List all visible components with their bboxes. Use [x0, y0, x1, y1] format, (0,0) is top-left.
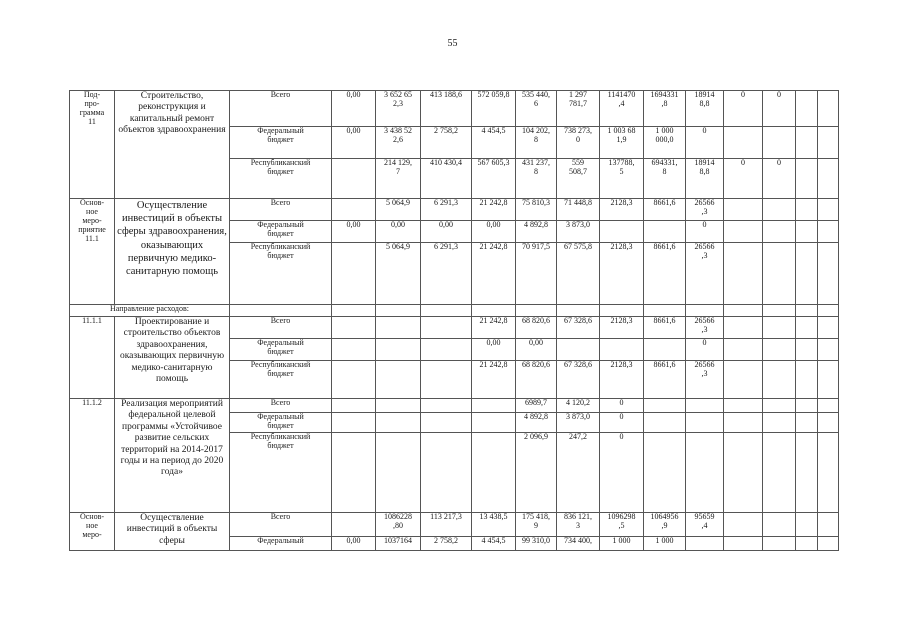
value-cell: 8661,6 [644, 317, 686, 339]
empty-cell [472, 305, 516, 317]
value-cell: 0,00 [332, 91, 376, 127]
value-cell [421, 433, 472, 513]
value-cell: 431 237, 8 [516, 159, 557, 199]
empty-cell [818, 305, 839, 317]
value-cell: 0,00 [472, 221, 516, 243]
empty-cell [557, 305, 600, 317]
value-cell [421, 339, 472, 361]
value-cell [796, 537, 818, 551]
value-cell: 3 873,0 [557, 221, 600, 243]
funding-source: Всего [230, 199, 332, 221]
value-cell [376, 317, 421, 339]
value-cell [763, 339, 796, 361]
value-cell: 26566 ,3 [686, 317, 724, 339]
value-cell: 572 059,8 [472, 91, 516, 127]
empty-cell [763, 305, 796, 317]
value-cell: 410 430,4 [421, 159, 472, 199]
value-cell [332, 399, 376, 413]
value-cell: 1064956 ,9 [644, 513, 686, 537]
value-cell [796, 433, 818, 513]
value-cell [796, 413, 818, 433]
value-cell: 1096298 ,5 [600, 513, 644, 537]
table-row [70, 91, 839, 127]
value-cell: 0,00 [421, 221, 472, 243]
value-cell: 2128,3 [600, 317, 644, 339]
value-cell: 836 121, 3 [557, 513, 600, 537]
value-cell: 3 873,0 [557, 413, 600, 433]
value-cell: 2 758,2 [421, 537, 472, 551]
funding-source: Всего [230, 91, 332, 127]
value-cell: 8661,6 [644, 243, 686, 305]
value-cell [796, 317, 818, 339]
funding-source: Республиканский бюджет [230, 243, 332, 305]
value-cell: 0 [600, 413, 644, 433]
value-cell [724, 399, 763, 413]
value-cell [818, 127, 839, 159]
value-cell [724, 513, 763, 537]
empty-cell [376, 305, 421, 317]
row-code: Основ- ное меро- приятие 11.1 [70, 199, 115, 305]
value-cell: 13 438,5 [472, 513, 516, 537]
value-cell [724, 199, 763, 221]
value-cell [763, 413, 796, 433]
funding-source: Федеральный [230, 537, 332, 551]
value-cell [332, 413, 376, 433]
value-cell [818, 243, 839, 305]
value-cell [796, 243, 818, 305]
row-code: 11.1.1 [70, 317, 115, 399]
funding-source: Всего [230, 399, 332, 413]
value-cell [332, 339, 376, 361]
value-cell [421, 399, 472, 413]
value-cell: 247,2 [557, 433, 600, 513]
value-cell [818, 91, 839, 127]
value-cell [724, 433, 763, 513]
value-cell [332, 243, 376, 305]
value-cell [763, 537, 796, 551]
value-cell [376, 413, 421, 433]
value-cell: 0,00 [332, 537, 376, 551]
value-cell: 214 129, 7 [376, 159, 421, 199]
value-cell [332, 199, 376, 221]
value-cell [724, 537, 763, 551]
value-cell [818, 537, 839, 551]
value-cell: 21 242,8 [472, 199, 516, 221]
value-cell: 1694331 ,8 [644, 91, 686, 127]
value-cell: 18914 8,8 [686, 91, 724, 127]
value-cell: 21 242,8 [472, 361, 516, 399]
value-cell: 137788, 5 [600, 159, 644, 199]
value-cell: 26566 ,3 [686, 199, 724, 221]
row-code: Под- про- грамма 11 [70, 91, 115, 199]
empty-cell [332, 305, 376, 317]
value-cell: 5 064,9 [376, 243, 421, 305]
direction-heading: Направление расходов: [70, 305, 230, 317]
value-cell: 1141470 ,4 [600, 91, 644, 127]
value-cell [686, 413, 724, 433]
value-cell: 8661,6 [644, 199, 686, 221]
value-cell [644, 433, 686, 513]
value-cell: 4 892,8 [516, 413, 557, 433]
value-cell [376, 361, 421, 399]
value-cell [818, 317, 839, 339]
value-cell [724, 413, 763, 433]
value-cell: 8661,6 [644, 361, 686, 399]
table-row [70, 513, 839, 537]
value-cell [818, 339, 839, 361]
value-cell: 2 758,2 [421, 127, 472, 159]
value-cell: 70 917,5 [516, 243, 557, 305]
value-cell: 2128,3 [600, 199, 644, 221]
value-cell: 0 [763, 91, 796, 127]
row-name: Реализация мероприятий федеральной целевой программы «Устойчивое развитие сельских территорий на 2014-2017 годы и на период до 2020 года» [115, 399, 230, 513]
value-cell [796, 127, 818, 159]
value-cell [724, 127, 763, 159]
value-cell [472, 413, 516, 433]
value-cell: 1 000 [600, 537, 644, 551]
empty-cell [600, 305, 644, 317]
value-cell [686, 399, 724, 413]
value-cell: 3 652 65 2,3 [376, 91, 421, 127]
funding-source: Федеральный бюджет [230, 339, 332, 361]
value-cell [644, 413, 686, 433]
value-cell: 559 508,7 [557, 159, 600, 199]
value-cell [818, 399, 839, 413]
value-cell: 21 242,8 [472, 243, 516, 305]
page-number: 55 [447, 38, 458, 49]
value-cell: 4 892,8 [516, 221, 557, 243]
row-name: Осуществление инвестиций в объекты сферы [115, 513, 230, 551]
value-cell: 734 400, [557, 537, 600, 551]
table-row [70, 199, 839, 221]
value-cell: 67 328,6 [557, 361, 600, 399]
value-cell: 567 605,3 [472, 159, 516, 199]
empty-cell [230, 305, 332, 317]
value-cell [818, 433, 839, 513]
funding-source: Республиканский бюджет [230, 433, 332, 513]
value-cell [376, 399, 421, 413]
value-cell [332, 433, 376, 513]
value-cell [796, 339, 818, 361]
value-cell [763, 127, 796, 159]
funding-source: Всего [230, 317, 332, 339]
funding-source: Республиканский бюджет [230, 159, 332, 199]
value-cell: 0 [686, 127, 724, 159]
funding-source: Федеральный бюджет [230, 413, 332, 433]
value-cell [796, 399, 818, 413]
value-cell [818, 413, 839, 433]
value-cell [724, 243, 763, 305]
value-cell: 67 575,8 [557, 243, 600, 305]
value-cell [796, 221, 818, 243]
value-cell [332, 361, 376, 399]
value-cell [763, 433, 796, 513]
value-cell [644, 339, 686, 361]
row-code: Основ- ное меро- [70, 513, 115, 551]
value-cell [763, 361, 796, 399]
table-row [70, 399, 839, 413]
value-cell: 535 440, 6 [516, 91, 557, 127]
value-cell [763, 221, 796, 243]
value-cell [557, 339, 600, 361]
value-cell: 1 003 68 1,9 [600, 127, 644, 159]
row-name: Строительство, реконструкция и капитальный ремонт объектов здравоохранения [115, 91, 230, 199]
value-cell [818, 159, 839, 199]
value-cell: 0 [763, 159, 796, 199]
value-cell: 104 202, 8 [516, 127, 557, 159]
value-cell: 0,00 [332, 127, 376, 159]
value-cell [472, 399, 516, 413]
value-cell: 95659 ,4 [686, 513, 724, 537]
value-cell [376, 339, 421, 361]
value-cell [796, 199, 818, 221]
value-cell [796, 513, 818, 537]
value-cell: 175 418, 9 [516, 513, 557, 537]
value-cell [600, 221, 644, 243]
value-cell [818, 513, 839, 537]
value-cell: 1037164 [376, 537, 421, 551]
value-cell [724, 361, 763, 399]
value-cell [644, 221, 686, 243]
funding-source: Республиканский бюджет [230, 361, 332, 399]
value-cell: 6 291,3 [421, 199, 472, 221]
value-cell [644, 399, 686, 413]
value-cell [332, 159, 376, 199]
value-cell [600, 339, 644, 361]
row-code: 11.1.2 [70, 399, 115, 513]
value-cell: 738 273, 0 [557, 127, 600, 159]
value-cell: 4 454,5 [472, 537, 516, 551]
value-cell [818, 199, 839, 221]
value-cell: 0 [724, 159, 763, 199]
table-row [70, 317, 839, 339]
value-cell: 1 297 781,7 [557, 91, 600, 127]
value-cell: 68 820,6 [516, 317, 557, 339]
value-cell [763, 399, 796, 413]
value-cell: 4 454,5 [472, 127, 516, 159]
value-cell: 26566 ,3 [686, 361, 724, 399]
empty-cell [796, 305, 818, 317]
value-cell [686, 433, 724, 513]
value-cell: 5 064,9 [376, 199, 421, 221]
funding-source: Всего [230, 513, 332, 537]
value-cell [763, 243, 796, 305]
value-cell: 6989,7 [516, 399, 557, 413]
value-cell [796, 159, 818, 199]
table-row [70, 305, 839, 317]
value-cell: 0,00 [472, 339, 516, 361]
value-cell [421, 413, 472, 433]
value-cell: 1 000 000,0 [644, 127, 686, 159]
budget-table [69, 90, 839, 551]
value-cell: 413 188,6 [421, 91, 472, 127]
empty-cell [686, 305, 724, 317]
funding-source: Федеральный бюджет [230, 221, 332, 243]
value-cell: 0 [724, 91, 763, 127]
funding-source: Федеральный бюджет [230, 127, 332, 159]
value-cell [724, 317, 763, 339]
value-cell [724, 339, 763, 361]
value-cell: 0,00 [376, 221, 421, 243]
value-cell: 0 [600, 399, 644, 413]
row-name: Проектирование и строительство объектов здравоохранения, оказывающих первичную медико-санитарную помощь [115, 317, 230, 399]
value-cell: 1 000 [644, 537, 686, 551]
value-cell: 26566 ,3 [686, 243, 724, 305]
value-cell [421, 317, 472, 339]
value-cell [332, 513, 376, 537]
empty-cell [421, 305, 472, 317]
empty-cell [724, 305, 763, 317]
value-cell: 21 242,8 [472, 317, 516, 339]
value-cell [724, 221, 763, 243]
value-cell: 0 [600, 433, 644, 513]
value-cell: 0,00 [516, 339, 557, 361]
value-cell: 694331, 8 [644, 159, 686, 199]
value-cell [421, 361, 472, 399]
value-cell [686, 537, 724, 551]
value-cell [763, 513, 796, 537]
value-cell: 2128,3 [600, 243, 644, 305]
value-cell: 0 [686, 221, 724, 243]
value-cell: 75 810,3 [516, 199, 557, 221]
value-cell [332, 317, 376, 339]
value-cell: 2128,3 [600, 361, 644, 399]
value-cell: 71 448,8 [557, 199, 600, 221]
value-cell: 4 120,2 [557, 399, 600, 413]
value-cell [796, 361, 818, 399]
value-cell: 1086228 ,80 [376, 513, 421, 537]
value-cell [376, 433, 421, 513]
value-cell: 99 310,0 [516, 537, 557, 551]
value-cell: 68 820,6 [516, 361, 557, 399]
value-cell: 18914 8,8 [686, 159, 724, 199]
value-cell: 0,00 [332, 221, 376, 243]
empty-cell [644, 305, 686, 317]
empty-cell [516, 305, 557, 317]
value-cell: 0 [686, 339, 724, 361]
value-cell [796, 91, 818, 127]
value-cell: 6 291,3 [421, 243, 472, 305]
value-cell [763, 199, 796, 221]
value-cell: 113 217,3 [421, 513, 472, 537]
value-cell: 3 438 52 2,6 [376, 127, 421, 159]
row-name: Осуществление инвестиций в объекты сферы здравоохранения, оказывающих первичную медико-санитарную помощь [115, 199, 230, 305]
value-cell [763, 317, 796, 339]
value-cell [472, 433, 516, 513]
value-cell [818, 361, 839, 399]
value-cell [818, 221, 839, 243]
value-cell: 67 328,6 [557, 317, 600, 339]
value-cell: 2 096,9 [516, 433, 557, 513]
